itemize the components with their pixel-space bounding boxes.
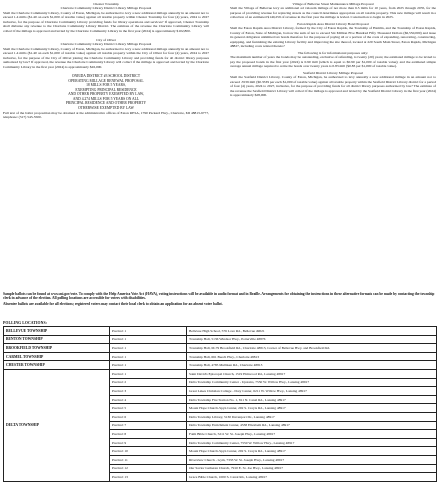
- olivet-body: Shall the Charlotte Community Library, County of Eaton, Michigan, be authorized to levy a new additional millage annually in an amount not to exceed 1.4 mills ($1.40 on each $1,000 of taxable value) against all taxable property within the City of Olivet for four (4) years, 2024 to 2027 inclusive, for the purpose of the City of Olivet joining the Charlotte Community Library and providing funds for all district library purposes authorized by law? If approved, the revenue the Charlotte Community Library will collect if the millage is approved and levied by the Charlotte Community Library in the first year (2024) is approximately $26,000.: [3, 46, 209, 69]
- polling-location: Mount Hope Church-Spyn Center, 202 S. Creyts Rd., Lansing 48917: [187, 404, 437, 413]
- precinct-name: Precinct 7: [110, 421, 187, 430]
- oneida-proposal-title: [3, 74, 209, 111]
- oneida-body: Full text of the ballot proposition may be obtained at the administrative offices of Eaton RESA, 1790 Packard Hwy., Charlotte, MI 48813-9777, telephone: (517) 543-5500.: [3, 110, 209, 120]
- precinct-name: Precinct 1: [110, 361, 187, 370]
- township-name: BENTON TOWNSHIP: [4, 335, 110, 344]
- precinct-name: Precinct 13: [110, 473, 187, 482]
- polling-location: Township Hall, 5136 Windsor Hwy., Potterville 48876: [187, 335, 437, 344]
- precinct-name: Precinct 1: [110, 327, 187, 336]
- polling-location: Grace Bible Church, 1000 S. Canal Rd., Lansing 48917: [187, 473, 437, 482]
- township-name: BROOKFIELD TOWNSHIP: [4, 344, 110, 353]
- sample-ballot-notice: Sample ballots can be found at www.mi.gov/vote. To comply with the Help America Vote Act (HAVA), voting instructions will be available in audio format and in Braille. Arrangements for obtaining the instructions in these alternative formats can be made by contacting the township clerk in advance of the election. All polling locations are accessible for voters with disabilities.: [3, 292, 435, 301]
- table-row: [4, 335, 437, 344]
- table-row: [4, 369, 437, 378]
- informational-note: The following is for informational purposes only:: [297, 50, 369, 55]
- polling-locations-heading: POLLING LOCATIONS:: [3, 321, 48, 325]
- bellevue-heading: Village of Bellevue Street Maintenance Millage Proposal: [292, 2, 374, 6]
- eaton-rapids-heading: Eaton Rapids Area District Library Bond Proposal: [297, 22, 369, 26]
- polling-location: Faith Bible Church, 5211 W. St. Joseph Hwy., Lansing 48917: [187, 430, 437, 439]
- polling-location: Delta Township Library, 5130 Davenport Dr., Lansing 48917: [187, 412, 437, 421]
- eaton-rapids-details: The maximum number of years the bonds may be outstanding, exclusive of refunding, is twenty (20) years; the estimated millage to be levied to pay the proposed bonds in the first year (2024) is 0.90 mill (which is equal to $0.90 per $1,000 of taxable value); and the estimated simple average annual millage required to retire the bonds over twenty years is 0.83 mill ($0.83 per $1,000 of taxable value).: [230, 55, 436, 69]
- precinct-name: Precinct 2: [110, 378, 187, 387]
- saxfield-heading: Saxfield District Library Millage Proposal: [302, 70, 364, 75]
- precinct-name: Precinct 1: [110, 369, 187, 378]
- oneida-line: PRINCIPAL RESIDENCE AND OTHER PROPERTY: [65, 101, 147, 106]
- chester-heading: Chester Township: [93, 2, 119, 6]
- precinct-name: Precinct 1: [110, 335, 187, 344]
- polling-location: Township Hall, M-79 Brookfield Rd., Charlotte 48813, Corner of Bellevue Hwy. and Brookfield Rd.: [187, 344, 437, 353]
- right-column: [230, 2, 436, 100]
- township-name: CARMEL TOWNSHIP: [4, 352, 110, 361]
- bellevue-body: Shall the Village of Bellevue levy an additional ad valorem millage of not more than 6.5 mills for 10 years, from 2025 through 2035, for the purpose of providing revenue for replacing streets as the council determines appropriate on all taxable property. This new millage will result in a collection of an estimated $140,259 of revenue in the first year the millage is levied. Construction to begin in 2025.: [230, 6, 436, 20]
- polling-location: Saint David's Episcopal Church, 1519 Elmwood Rd., Lansing 48917: [187, 369, 437, 378]
- table-row: [4, 352, 437, 361]
- polling-location: Township Hall, 4785 Mulliken Rd., Charlotte 48813: [187, 361, 437, 370]
- polling-location: Riverview Church - Gym, 7333 W. St. Joseph Hwy., Lansing 48917: [187, 455, 437, 464]
- table-row: [4, 344, 437, 353]
- township-name: DELTA TOWNSHIP: [4, 369, 110, 481]
- precinct-name: Precinct 10: [110, 447, 187, 456]
- olivet-heading: City of Olivet: [96, 37, 116, 42]
- township-name: CHESTER TOWNSHIP: [4, 361, 110, 370]
- polling-location: Township Hall, 661 Beech Hwy., Charlotte 48813: [187, 352, 437, 361]
- precinct-name: Precinct 1: [110, 352, 187, 361]
- polling-location: Delta Township Community Center - Upstairs, 7550 W. Willow Hwy., Lansing 48917: [187, 378, 437, 387]
- precinct-name: Precinct 4: [110, 395, 187, 404]
- precinct-name: Precinct 9: [110, 438, 187, 447]
- precinct-name: Precinct 12: [110, 464, 187, 473]
- left-column: [3, 2, 209, 122]
- oneida-line: OTHERWISE EXEMPTED BY LAW: [78, 106, 134, 111]
- oneida-line: AND 4.274 MILLS FOR 5 YEARS ON ALL: [72, 96, 140, 101]
- precinct-name: Precinct 8: [110, 430, 187, 439]
- polling-location: Mount Hope Church-Spyn Center, 202 S. Creyts Rd., Lansing 48917: [187, 447, 437, 456]
- oneida-line: 18 MILLS FOR 5 YEARS,: [86, 83, 126, 88]
- chester-subheading: Charlotte Community Library District Library Millage Proposal: [60, 6, 152, 11]
- olivet-subheading: Charlotte Community Library District Library Millage Proposal: [60, 42, 152, 47]
- oneida-line: EXEMPTING PRINCIPAL RESIDENCE: [75, 87, 137, 92]
- saxfield-body: Shall the Saxfield District Library, County of Eaton, Michigan, be authorized to levy annually a new additional millage in an amount not to exceed .3539 mill ($0.3539 per each $1,000 of taxable value) against all taxable property within the Saxfield District Library district for a period of four (4) years, 2024 to 2027, inclusive, for the purpose of providing funds for all district library purposes authorized by law? The estimate of the revenue the Saxfield District Library will collect if the millage is approved and levied by the Saxfield District Library in the first year (2024) is approximately $28,000.: [230, 75, 436, 98]
- polling-location: Our Savior Lutheran Church, 7910 E. St. Joe Hwy., Lansing 48917: [187, 464, 437, 473]
- township-name: BELLEVUE TOWNSHIP: [4, 327, 110, 336]
- table-row: [4, 361, 437, 370]
- precinct-name: Precinct 5: [110, 404, 187, 413]
- precinct-name: Precinct 1: [110, 344, 187, 353]
- polling-location: Delta Township Fire Station No. 1, 811 N. Canal Rd., Lansing 48917: [187, 395, 437, 404]
- eaton-rapids-body: Shall the Eaton Rapids Area District Library, formed by the City of Eaton Rapids, the Township of Hamlin, and the Township of Eaton Rapids, County of Eaton, State of Michigan, borrow the sum of not to exceed Six Million Five Hundred Fifty Thousand Dollars ($6,550,000) and issue its general obligation unlimited tax bonds therefore for the purpose of paying all or a portion of the costs of expanding, renovating, constructing, equipping, and furnishing the existing Library facility and improving the site thereof, located at 220 South Main Street, Eaton Rapids, Michigan 48827, including costs related thereto?: [230, 26, 436, 49]
- oneida-line: OPERATING MILLAGE RENEWAL PROPOSAL: [68, 78, 144, 83]
- polling-location: Bellevue High School, 576 Love Rd., Bellevue 49021: [187, 327, 437, 336]
- precinct-name: Precinct 6: [110, 412, 187, 421]
- absentee-notice: Absentee ballots are available for all elections; registered voters may contact their local clerk to obtain an application for an absent voter ballot.: [3, 302, 223, 307]
- chester-body: Shall the Charlotte Community Library, County of Eaton, Michigan, be authorized to levy a new additional millage annually in an amount not to exceed 1.4 mills ($1.40 on each $1,000 of taxable value) against all taxable property within Chester Township for four (4) years, 2024 to 2027 inclusive, for the purpose of Charlotte Community Library providing funds for library operations and services? If approved, Chester Township shall disburse any revenue to the Charlotte Community Library District. The estimate of the revenue the Charlotte Community Library will collect if the millage is approved and levied by the Charlotte Community Library in the first year (2024) is approximately $102,800.: [3, 10, 209, 33]
- precinct-name: Precinct 3: [110, 387, 187, 396]
- voting-notices: [3, 292, 437, 308]
- polling-location: Great Lakes Christian College - Doty Center, 6211 W. Willow Hwy., Lansing 48917: [187, 387, 437, 396]
- oneida-line: AND OTHER PROPERTY EXEMPTED BY LAW,: [68, 92, 144, 97]
- polling-location: Delta Township Enrichment Center, 4538 Elizabeth Rd., Lansing 48917: [187, 421, 437, 430]
- oneida-line: ONEIDA DISTRICT #3 SCHOOL DISTRICT: [71, 73, 141, 78]
- table-row: [4, 327, 437, 336]
- polling-location: Delta Township Community Center, 7550 W. Willow Hwy., Lansing 48917: [187, 438, 437, 447]
- polling-locations-table: [3, 326, 437, 482]
- precinct-name: Precinct 11: [110, 455, 187, 464]
